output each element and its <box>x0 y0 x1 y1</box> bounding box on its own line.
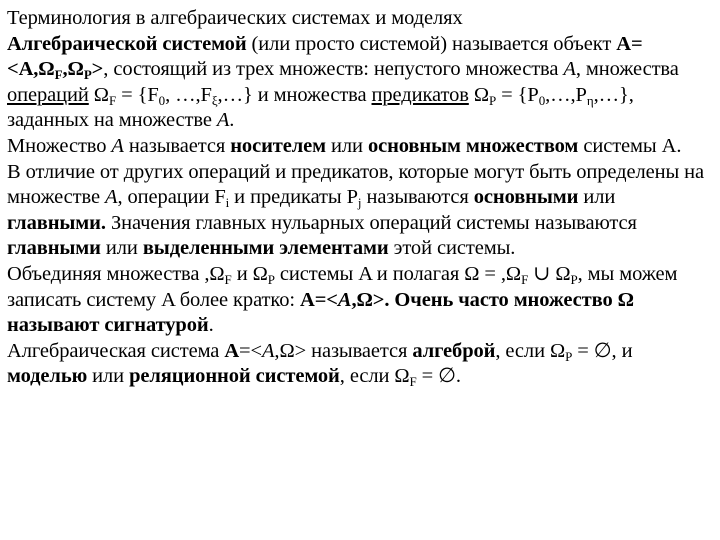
paragraph-signature: Объединяя множества $,\Omega_F$ и $\Omega_P$ системы A и полагая $\Omega = ,\Omega_F$ ∪ $\Omega_P$, мы можем записать систему A более кратко: A=<A,Ω>. Очень часто множество Ω называют сигнатурой. <box>7 262 678 337</box>
paragraph-carrier: Множество A называется носителем или основным множеством системы A. <box>7 134 682 157</box>
term-distinguished-elements: выделенными элементами <box>142 237 389 260</box>
slide-content <box>7 6 715 390</box>
term-model: моделью <box>7 365 88 388</box>
slide-title: Терминология в алгебраических системах и моделях <box>7 7 463 29</box>
term-basic: основными <box>473 186 579 209</box>
term-algebra: алгеброй <box>412 339 496 362</box>
paragraph-main-operations: В отличие от других операций и предикатов, которые могут быть определены на множестве A, операции $F_i$ и предикаты $P_j$ называются основными или главными. Значения главных нульарных операций системы называются главными или выделенными элементами этой системы. <box>7 160 705 260</box>
system-notation: $A=<A,\Omega_F,\Omega_P>$ <box>7 32 643 83</box>
term-signature: сигнатурой <box>104 314 209 337</box>
term-main-elements: главными <box>7 237 101 260</box>
term-relational-system: реляционной системой <box>129 365 340 388</box>
term-algebraic-system: Алгебраической системой <box>7 32 247 55</box>
term-basic-set: основным множеством <box>367 134 579 157</box>
paragraph-definition: Алгебраической системой (или просто системой) называется объект $A=<A,\Omega_F,\Omega_P>$, состоящий из трех множеств: непустого множества A, множества операций $\Omega_F = \{F_0$, $\dots,F_\xi,\dots$} и множества предикатов $\Omega_P$ = $\{P_0,\dots,P_\eta,\dots\}$, заданных на множестве A. <box>7 32 679 132</box>
term-predicates: предикатов <box>371 83 469 106</box>
term-operations: операций <box>7 83 89 106</box>
term-carrier: носителем <box>230 134 327 157</box>
term-main: главными. <box>7 211 106 234</box>
paragraph-algebra-model: Алгебраическая система A=<A,Ω> называется алгеброй, если $\Omega_P$ = ∅, и моделью или реляционной системой, если $\Omega_F$ = ∅. <box>7 339 633 390</box>
